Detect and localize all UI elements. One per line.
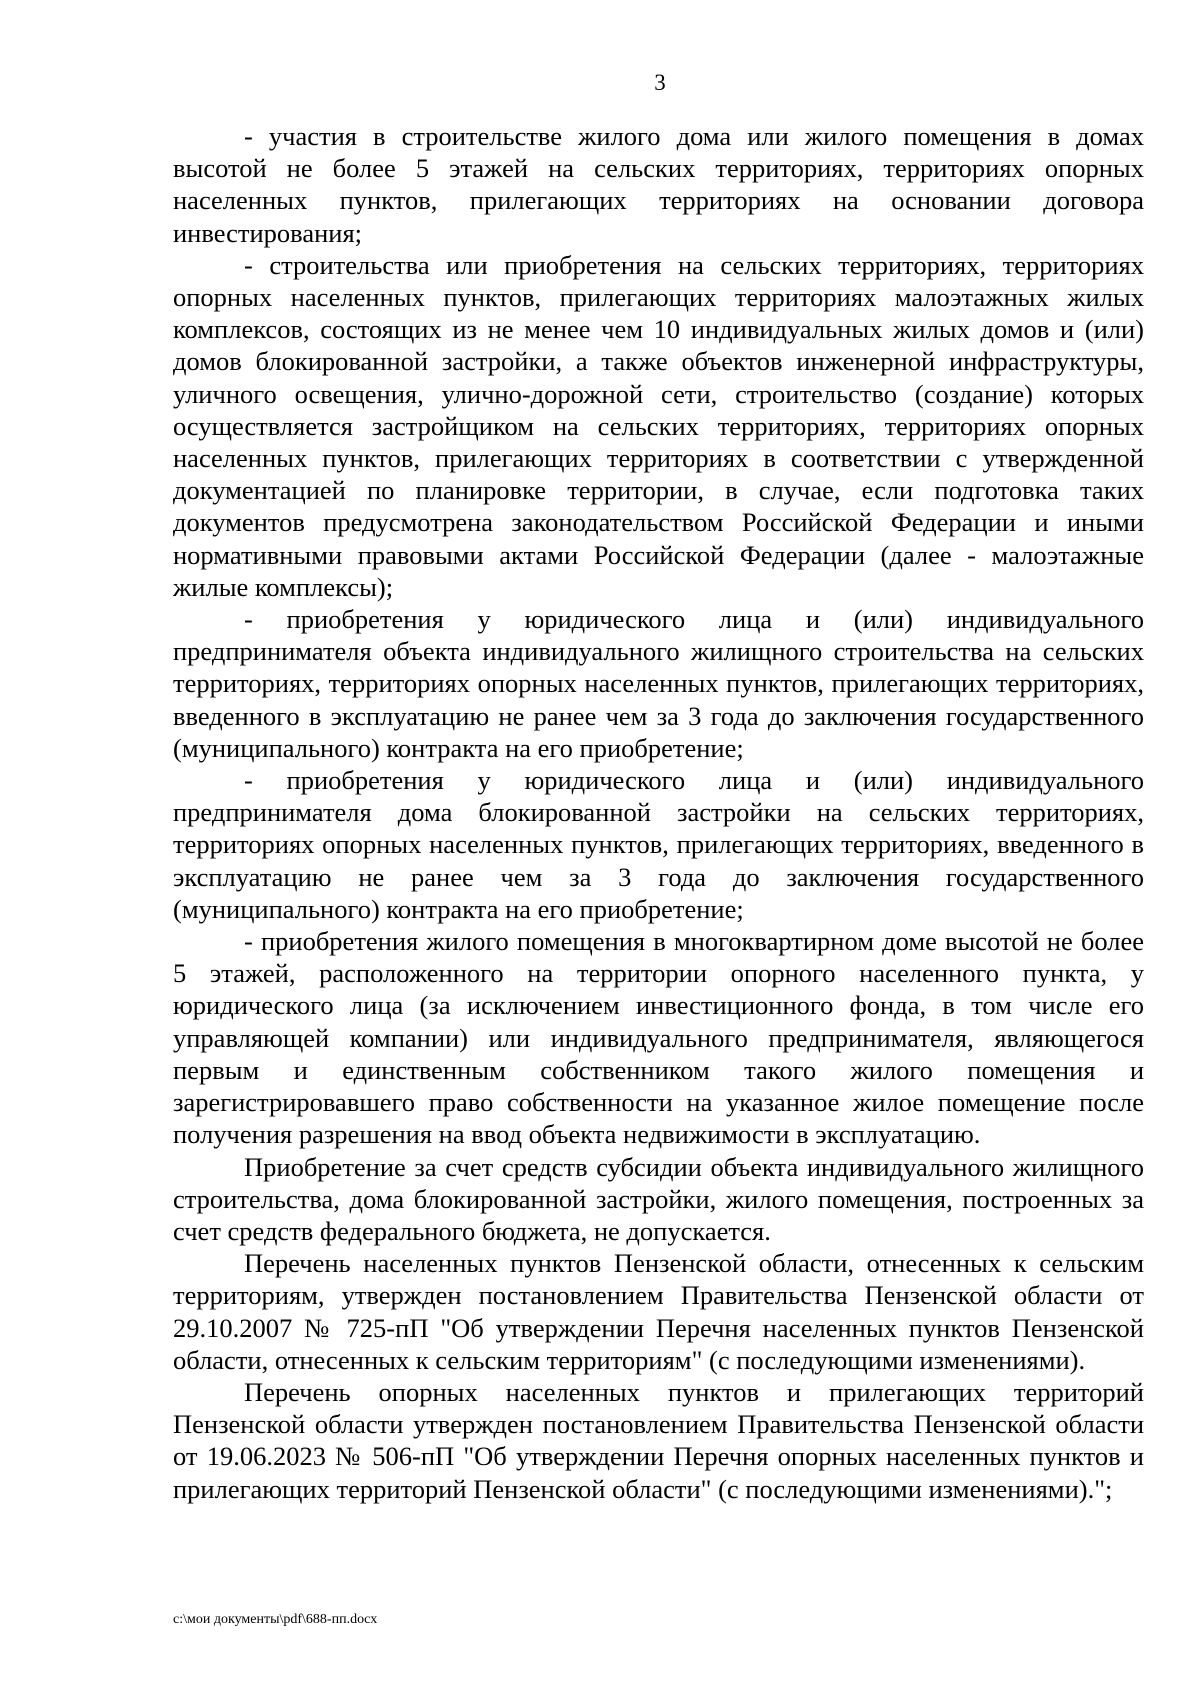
paragraph-federal-budget-restriction: Приобретение за счет средств субсидии объекта индивидуального жилищного строительства, дома блокированной застройки, жилого помещения, построенных за счет средств федерального бюджета, не допускается. [173,1151,1144,1246]
paragraph-low-rise-complexes: - строительства или приобретения на сельских территориях, территориях опорных населенных пунктов, прилегающих территориях малоэтажных жилых комплексов, состоящих из не менее чем 10 индивидуальных жилых домов и (или) домов блокированной застройки, а также объектов инженерной инфраструктуры, уличного освещения, улично-дорожной сети, строительство (создание) которых осуществляется застройщиком на сельских территориях, территориях опорных населенных пунктов, прилегающих территориях в соответствии с утвержденной документацией по планировке территории, в случае, если подготовка таких документов предусмотрена законодательством Российской Федерации и иными нормативными правовыми актами Российской Федерации (далее - малоэтажные жилые комплексы); [173,249,1144,602]
paragraph-blocked-housing: - приобретения у юридического лица и (или) индивидуального предпринимателя дома блокированной застройки на сельских территориях, территориях опорных населенных пунктов, прилегающих территориях, введенного в эксплуатацию не ранее чем за 3 года до заключения государственного (муниципального) контракта на его приобретение; [173,765,1144,924]
paragraph-apartment-purchase: - приобретения жилого помещения в многоквартирном доме высотой не более 5 этажей, расположенного на территории опорного населенного пункта, у юридического лица (за исключением инвестиционного фонда, в том числе его управляющей компании) или индивидуального предпринимателя, являющегося первым и единственным собственником такого жилого помещения и зарегистрировавшего право собственности на указанное жилое помещение после получения разрешения на ввод объекта недвижимости в эксплуатацию. [173,926,1144,1150]
paragraph-individual-housing: - приобретения у юридического лица и (или) индивидуального предпринимателя объекта индивидуального жилищного строительства на сельских территориях, территориях опорных населенных пунктов, прилегающих территориях, введенного в эксплуатацию не ранее чем за 3 года до заключения государственного (муниципального) контракта на его приобретение; [173,604,1144,763]
document-body [173,120,1144,1505]
paragraph-support-settlements-list: Перечень опорных населенных пунктов и прилегающих территорий Пензенской области утвержден постановлением Правительства Пензенской области от 19.06.2023 № 506-пП "Об утверждении Перечня опорных населенных пунктов и прилегающих территорий Пензенской области" (с последующими изменениями)."; [173,1376,1144,1504]
footer-file-path: c:\мои документы\pdf\688-пп.docx [173,1612,378,1627]
paragraph-investment-contract: - участия в строительстве жилого дома или жилого помещения в домах высотой не более 5 этажей на сельских территориях, территориях опорных населенных пунктов, прилегающих территориях на основании договора инвестирования; [173,121,1144,248]
paragraph-rural-territories-list: Перечень населенных пунктов Пензенской области, отнесенных к сельским территориям, утвержден постановлением Правительства Пензенской области от 29.10.2007 № 725-пП "Об утверждении Перечня населенных пунктов Пензенской области, отнесенных к сельским территориям" (с последующими изменениями). [173,1248,1144,1375]
page-number: 3 [654,70,666,95]
